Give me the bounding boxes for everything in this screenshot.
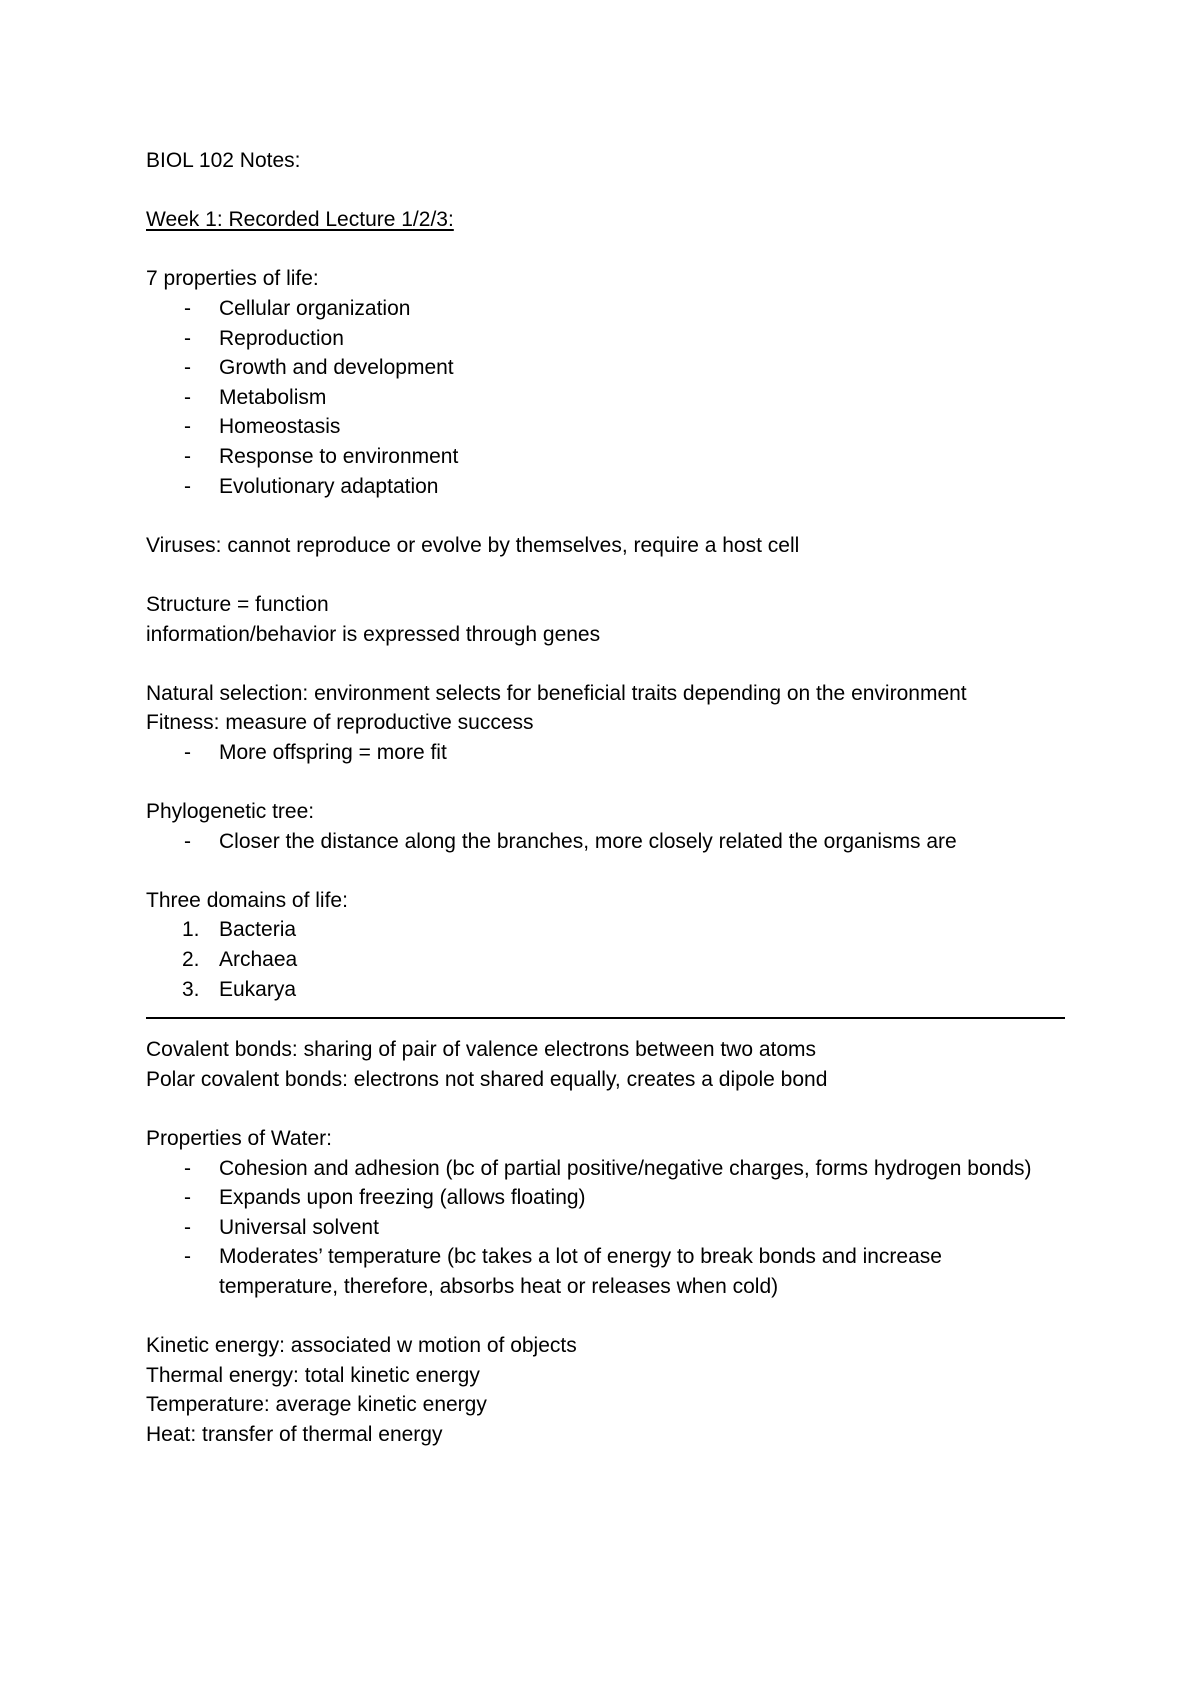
thermal-note: Thermal energy: total kinetic energy bbox=[146, 1363, 480, 1387]
list-item-text: Universal solvent bbox=[219, 1215, 379, 1239]
bullet-dash: - bbox=[184, 829, 191, 853]
list-number: 3. bbox=[182, 977, 200, 1001]
list-item-text: Moderates’ temperature (bc takes a lot of energy to break bonds and increase temperature, therefore, absorbs heat or releases when cold) bbox=[219, 1245, 942, 1298]
list-item bbox=[146, 472, 1066, 502]
list-item bbox=[146, 738, 1066, 768]
list-item bbox=[146, 442, 1066, 472]
list-item-text: Closer the distance along the branches, more closely related the organisms are bbox=[219, 829, 957, 853]
horizontal-rule bbox=[146, 1017, 1065, 1019]
list-item-text: Cellular organization bbox=[219, 296, 411, 320]
list-item-text: More offspring = more fit bbox=[219, 740, 447, 764]
list-item-text: Reproduction bbox=[219, 326, 344, 350]
document-title: BIOL 102 Notes: bbox=[146, 149, 301, 172]
document-page bbox=[146, 146, 1066, 1450]
list-item bbox=[146, 1183, 1066, 1213]
week-heading: Week 1: Recorded Lecture 1/2/3: bbox=[146, 208, 454, 232]
list-item bbox=[146, 827, 1066, 857]
bullet-dash: - bbox=[184, 1245, 191, 1269]
list-item bbox=[146, 915, 1066, 945]
bullet-dash: - bbox=[184, 296, 191, 320]
list-item-text: Metabolism bbox=[219, 385, 327, 409]
bullet-dash: - bbox=[184, 1186, 191, 1210]
water-heading: Properties of Water: bbox=[146, 1127, 332, 1150]
list-item bbox=[146, 412, 1066, 442]
bullet-dash: - bbox=[184, 1215, 191, 1239]
natural-selection-note: Natural selection: environment selects for beneficial traits depending on the environment bbox=[146, 681, 967, 705]
temperature-note: Temperature: average kinetic energy bbox=[146, 1393, 487, 1417]
list-item bbox=[146, 324, 1066, 354]
covalent-note: Covalent bonds: sharing of pair of valence electrons between two atoms bbox=[146, 1038, 817, 1062]
list-item-text: Expands upon freezing (allows floating) bbox=[219, 1186, 586, 1210]
list-item bbox=[146, 975, 1066, 1005]
bullet-dash: - bbox=[184, 385, 191, 409]
properties-list bbox=[146, 294, 1066, 501]
phylogenetic-heading: Phylogenetic tree: bbox=[146, 800, 315, 824]
bullet-dash: - bbox=[184, 415, 191, 439]
list-number: 2. bbox=[182, 948, 200, 972]
list-item-text: Response to environment bbox=[219, 444, 459, 468]
fitness-heading: Fitness: measure of reproductive success bbox=[146, 711, 534, 735]
list-item-text: Growth and development bbox=[219, 356, 454, 380]
polar-covalent-note: Polar covalent bonds: electrons not shared equally, creates a dipole bond bbox=[146, 1067, 828, 1091]
list-item-text: Eukarya bbox=[219, 977, 297, 1001]
list-item bbox=[146, 1242, 1049, 1301]
structure-note: Structure = function bbox=[146, 592, 329, 616]
bullet-dash: - bbox=[184, 1156, 191, 1180]
list-item bbox=[146, 383, 1066, 413]
list-item-text: Archaea bbox=[219, 948, 298, 972]
list-item-text: Bacteria bbox=[219, 918, 297, 942]
bullet-dash: - bbox=[184, 326, 191, 350]
list-item bbox=[146, 1213, 1066, 1243]
bullet-dash: - bbox=[184, 356, 191, 380]
list-item bbox=[146, 945, 1066, 975]
list-item bbox=[146, 353, 1066, 383]
heat-note: Heat: transfer of thermal energy bbox=[146, 1422, 443, 1446]
bullet-dash: - bbox=[184, 740, 191, 764]
domains-heading: Three domains of life: bbox=[146, 888, 348, 912]
kinetic-note: Kinetic energy: associated w motion of objects bbox=[146, 1334, 577, 1358]
bullet-dash: - bbox=[184, 444, 191, 468]
bullet-dash: - bbox=[184, 474, 191, 498]
list-item-text: Cohesion and adhesion (bc of partial positive/negative charges, forms hydrogen bonds) bbox=[219, 1156, 1032, 1180]
information-note: information/behavior is expressed through genes bbox=[146, 622, 601, 646]
list-item bbox=[146, 1154, 1049, 1184]
viruses-note: Viruses: cannot reproduce or evolve by themselves, require a host cell bbox=[146, 533, 800, 557]
list-number: 1. bbox=[182, 918, 200, 942]
properties-heading: 7 properties of life: bbox=[146, 267, 319, 291]
list-item-text: Homeostasis bbox=[219, 415, 341, 439]
list-item bbox=[146, 294, 1066, 324]
list-item-text: Evolutionary adaptation bbox=[219, 474, 439, 498]
